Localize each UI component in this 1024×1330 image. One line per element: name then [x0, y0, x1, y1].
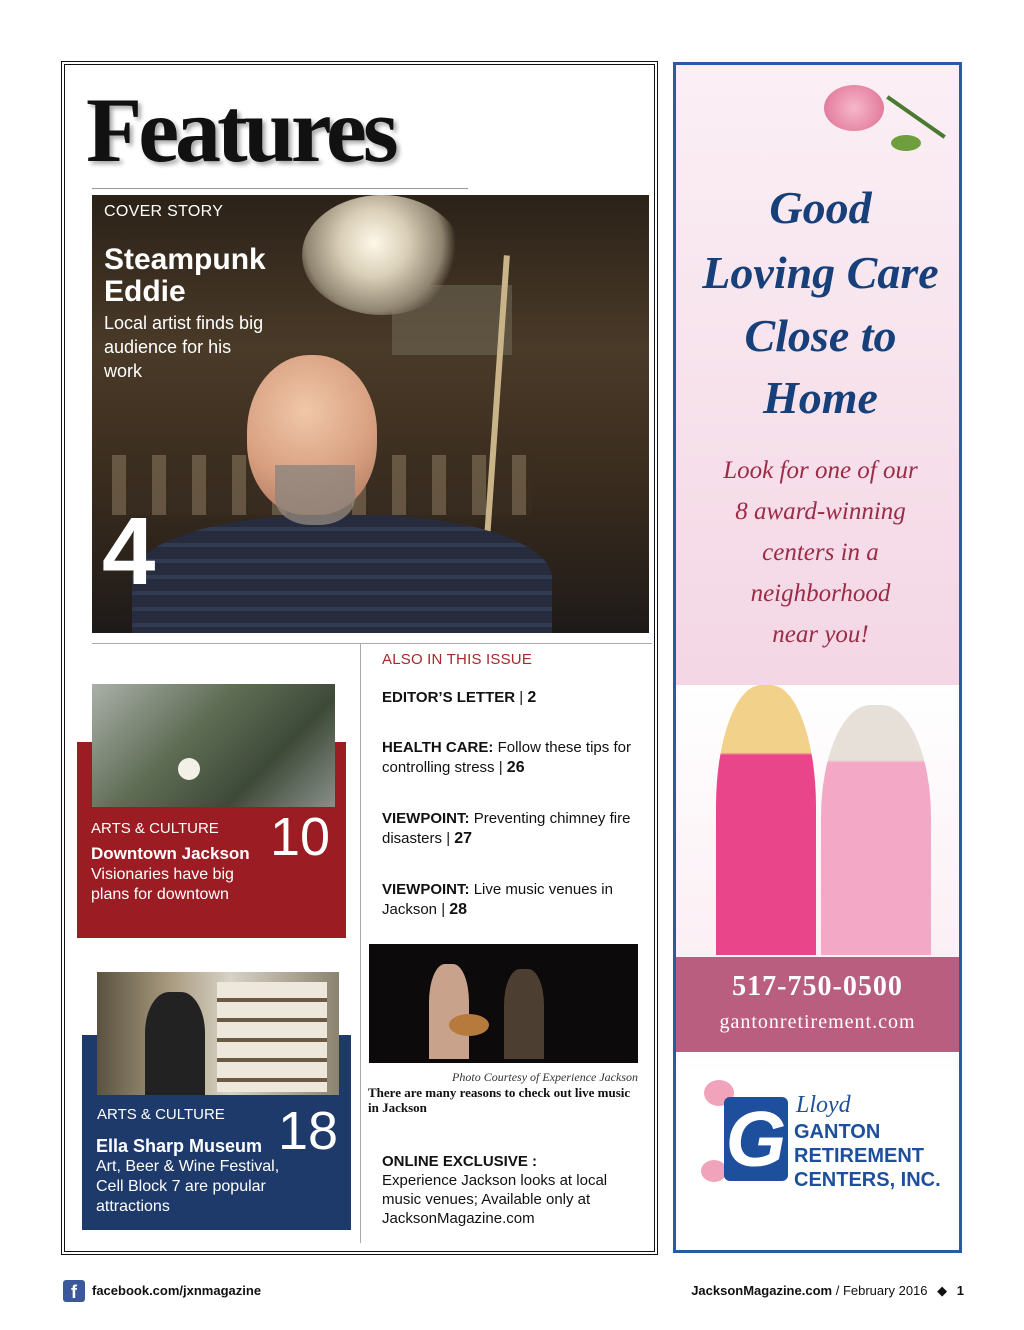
ad-headline-line3: Close to: [744, 310, 897, 361]
ad-photo: [676, 685, 959, 955]
online-exclusive-text: Experience Jackson looks at local music venues; Available only at JacksonMagazine.com: [382, 1172, 608, 1227]
rose-leaf: [891, 135, 921, 151]
toc-page: 28: [449, 901, 468, 918]
concert-guitarist: [504, 969, 544, 1059]
concert-photo: [369, 944, 638, 1063]
museum-photo: [97, 972, 339, 1095]
toc-item-editors-letter[interactable]: EDITOR’S LETTER | 2: [382, 689, 537, 706]
folio-separator: /: [835, 1283, 840, 1298]
toc-item-viewpoint-music[interactable]: VIEWPOINT: Live music venues in Jackson | 28: [382, 881, 613, 918]
guitar-icon: [449, 1014, 489, 1036]
toc-heading: VIEWPOINT:: [382, 810, 470, 827]
toc-text: Live music venues in Jackson: [382, 881, 613, 918]
toc-heading: VIEWPOINT:: [382, 881, 470, 898]
rose-icon: [824, 85, 884, 131]
toc-page: 2: [527, 689, 537, 706]
site-link[interactable]: JacksonMagazine.com: [691, 1283, 833, 1298]
photo-credit: Photo Courtesy of Experience Jackson: [452, 1070, 638, 1084]
online-exclusive-heading: ONLINE EXCLUSIVE :: [382, 1153, 538, 1170]
ad-woman-senior: [821, 705, 931, 955]
toc-item-viewpoint-chimney[interactable]: VIEWPOINT: Preventing chimney fire disasters | 27: [382, 810, 631, 847]
downtown-dek: Visionaries have big plans for downtown: [91, 866, 234, 903]
cover-page-number: 4: [102, 498, 156, 605]
toc-text: Follow these tips for controlling stress: [382, 739, 631, 776]
museum-page-number: 18: [278, 1101, 339, 1161]
ganton-logo-g: G: [725, 1095, 787, 1183]
column-divider: [360, 643, 361, 1243]
museum-shelves: [217, 982, 327, 1092]
ad-tagline-line: 8 award-winning: [735, 498, 906, 525]
ad-headline-line1: Good: [769, 182, 872, 233]
rose-stem: [886, 95, 946, 138]
ad-woman-young: [716, 685, 816, 955]
page-title: Features: [86, 79, 395, 181]
ad-tagline: [676, 450, 962, 655]
facebook-link[interactable]: facebook.com/jxnmagazine: [92, 1283, 262, 1298]
downtown-section-label: ARTS & CULTURE: [91, 820, 219, 837]
logo-centers: CENTERS, INC.: [794, 1169, 941, 1191]
museum-section-label: ARTS & CULTURE: [97, 1106, 225, 1123]
cover-headline[interactable]: [104, 244, 266, 308]
footer-folio: [691, 1283, 964, 1299]
logo-ganton: GANTON: [794, 1121, 881, 1143]
toc-item-health-care[interactable]: HEALTH CARE: Follow these tips for controlling stress | 26: [382, 739, 631, 776]
toc-heading: EDITOR’S LETTER: [382, 689, 516, 706]
issue-date: February 2016: [842, 1283, 928, 1298]
cover-person-beard: [275, 465, 355, 525]
ganton-advertisement[interactable]: [673, 62, 962, 1253]
cover-dek: Local artist finds big audience for his work: [104, 313, 264, 381]
baseball-icon: [178, 758, 200, 780]
logo-lloyd: Lloyd: [796, 1092, 851, 1118]
cover-story-label: COVER STORY: [104, 203, 224, 220]
diamond-icon: ◆: [937, 1283, 948, 1298]
online-exclusive[interactable]: [382, 1152, 632, 1228]
ad-phone[interactable]: 517-750-0500: [732, 971, 903, 1002]
ad-tagline-line: neighborhood: [750, 580, 891, 607]
museum-dek: Art, Beer & Wine Festival, Cell Block 7 are popular attractions: [96, 1158, 280, 1215]
downtown-photo: [92, 684, 335, 807]
museum-headline[interactable]: Ella Sharp Museum: [96, 1136, 263, 1156]
cover-lamp: [302, 195, 462, 315]
cover-headline-line2: Eddie: [104, 275, 186, 308]
section-divider: [92, 643, 652, 644]
photo-caption: There are many reasons to check out live music in Jackson: [368, 1085, 631, 1115]
logo-retirement: RETIREMENT: [794, 1145, 924, 1167]
ad-tagline-line: Look for one of our: [723, 457, 918, 484]
concert-singer: [429, 964, 469, 1059]
facebook-icon[interactable]: f: [63, 1280, 85, 1302]
museum-person: [145, 992, 205, 1095]
page-number: 1: [956, 1283, 964, 1298]
toc-text: Preventing chimney fire disasters: [382, 810, 631, 847]
title-rule: [92, 188, 468, 189]
toc-heading: HEALTH CARE:: [382, 739, 494, 756]
ad-website[interactable]: gantonretirement.com: [719, 1011, 916, 1033]
toc-page: 27: [454, 830, 473, 847]
cover-person-body: [132, 515, 552, 633]
ad-tagline-line: centers in a: [762, 539, 879, 566]
ad-headline-line4: Home: [763, 372, 878, 423]
toc-page: 26: [506, 759, 525, 776]
also-in-this-issue-label: ALSO IN THIS ISSUE: [382, 651, 533, 668]
ad-tagline-line: near you!: [772, 621, 869, 648]
downtown-page-number: 10: [270, 807, 331, 867]
ad-headline-line2: Loving Care: [702, 247, 939, 298]
cover-headline-line1: Steampunk: [104, 243, 266, 276]
downtown-headline[interactable]: Downtown Jackson: [91, 844, 250, 863]
